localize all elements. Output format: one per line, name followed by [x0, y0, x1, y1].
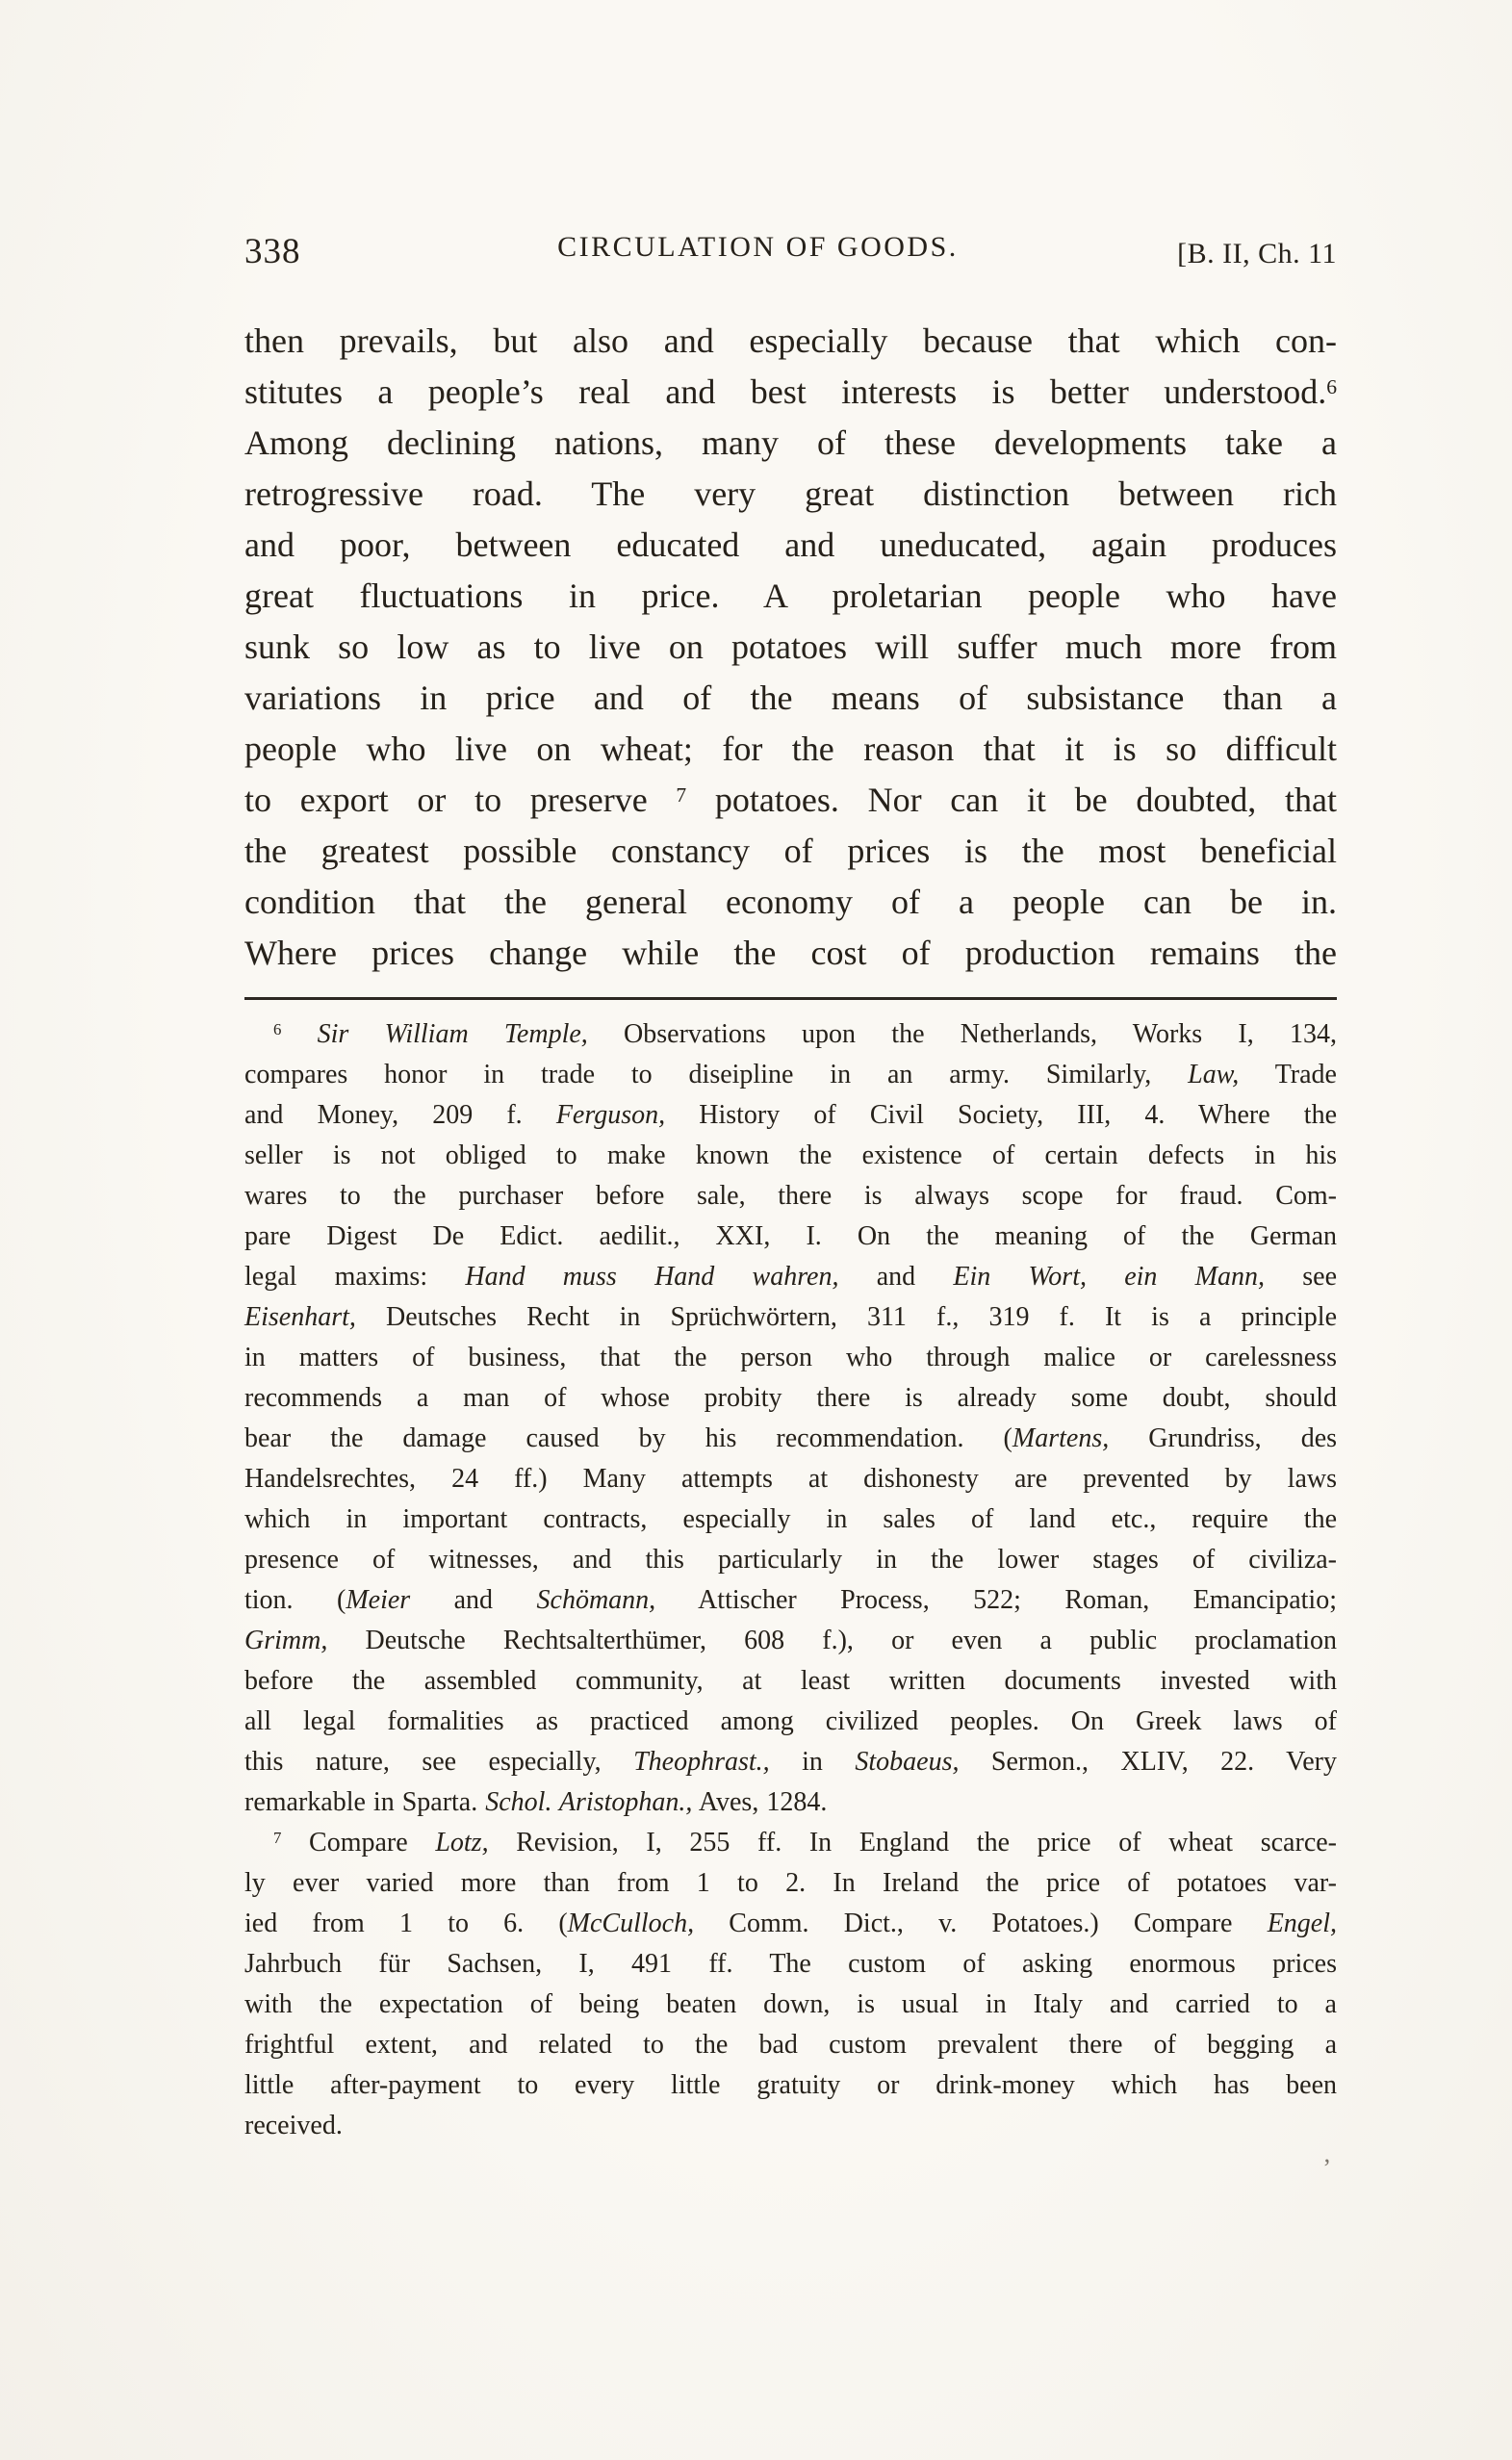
text-line: Grimm, Deutsche Rechtsalterthümer, 608 f.), or even a public proclamation [244, 1626, 1337, 1655]
text-line: presence of witnesses, and this particularly in the lower stages of civiliza- [244, 1545, 1337, 1575]
footnote-separator-rule [244, 997, 1337, 1000]
text-line: $^7$ Compare Lotz, Revision, I, 255 ff. In England the price of wheat scarce- [273, 1828, 1337, 1858]
main-text-block [244, 316, 1337, 979]
text-line: ly ever varied more than from 1 to 2. In Ireland the price of potatoes var- [244, 1868, 1337, 1898]
text-line: before the assembled community, at least written documents invested with [244, 1666, 1337, 1696]
text-line: to export or to preserve $^7$ potatoes. Nor can it be doubted, that [244, 781, 1337, 819]
text-line: condition that the general economy of a people can be in. [244, 883, 1337, 921]
text-line: frightful extent, and related to the bad custom prevalent there of begging a [244, 2030, 1337, 2060]
text-line: received. [244, 2111, 343, 2140]
text-line: tion. (Meier and Schömann, Attischer Process, 522; Roman, Emancipatio; [244, 1585, 1337, 1615]
text-line: then prevails, but also and especially because that which con- [244, 321, 1337, 360]
text-line: pare Digest De Edict. aedilit., XXI, I. On the meaning of the German [244, 1221, 1337, 1251]
text-line: compares honor in trade to diseipline in an army. Similarly, Law, Trade [244, 1060, 1337, 1089]
text-line: this nature, see especially, Theophrast., in Stobaeus, Sermon., XLIV, 22. Very [244, 1747, 1337, 1777]
text-line: remarkable in Sparta. Schol. Aristophan., Aves, 1284. [244, 1787, 828, 1817]
text-line: in matters of business, that the person who through malice or carelessness [244, 1343, 1337, 1372]
text-line: Handelsrechtes, 24 ff.) Many attempts at dishonesty are prevented by laws [244, 1464, 1337, 1494]
text-line: wares to the purchaser before sale, there is always scope for fraud. Com- [244, 1181, 1337, 1211]
page-header [244, 231, 1337, 275]
text-line: seller is not obliged to make known the existence of certain defects in his [244, 1140, 1337, 1170]
text-line: ied from 1 to 6. (McCulloch, Comm. Dict., v. Potatoes.) Compare Engel, [244, 1909, 1337, 1938]
text-line: sunk so low as to live on potatoes will suffer much more from [244, 628, 1337, 666]
text-line: Where prices change while the cost of production remains the [244, 934, 1337, 972]
text-line: Jahrbuch für Sachsen, I, 491 ff. The custom of asking enormous prices [244, 1949, 1337, 1979]
text-line: the greatest possible constancy of prices is the most beneficial [244, 832, 1337, 870]
text-line: all legal formalities as practiced among civilized peoples. On Greek laws of [244, 1706, 1337, 1736]
text-line: people who live on wheat; for the reason that it is so difficult [244, 730, 1337, 768]
chapter-reference: [B. II, Ch. 11 [1177, 238, 1337, 269]
scan-artifact-mark: ’ [1322, 2154, 1331, 2182]
text-line: with the expectation of being beaten down, is usual in Italy and carried to a [244, 1989, 1337, 2019]
text-line: which in important contracts, especially in sales of land etc., require the [244, 1504, 1337, 1534]
footnote-6 [244, 1014, 1337, 1823]
footnote-7 [244, 1823, 1337, 2146]
text-line: Among declining nations, many of these developments take a [244, 423, 1337, 462]
text-line: Eisenhart, Deutsches Recht in Sprüchwörtern, 311 f., 319 f. It is a principle [244, 1302, 1337, 1332]
text-line: stitutes a people’s real and best interests is better understood.$^6$ [244, 372, 1337, 411]
page-number: 338 [244, 232, 301, 271]
text-line: legal maxims: Hand muss Hand wahren, and Ein Wort, ein Mann, see [244, 1262, 1337, 1292]
text-line: variations in price and of the means of subsistance than a [244, 679, 1337, 717]
running-title: CIRCULATION OF GOODS. [557, 231, 959, 263]
text-line: retrogressive road. The very great distinction between rich [244, 474, 1337, 513]
text-line: bear the damage caused by his recommendation. (Martens, Grundriss, des [244, 1423, 1338, 1453]
text-line: little after-payment to every little gratuity or drink-money which has been [244, 2070, 1337, 2100]
text-line: great fluctuations in price. A proletarian people who have [244, 577, 1337, 615]
text-line: $^6$ Sir William Temple, Observations upon the Netherlands, Works I, 134, [273, 1019, 1338, 1049]
text-line: recommends a man of whose probity there is already some doubt, should [244, 1383, 1337, 1413]
text-line: and Money, 209 f. Ferguson, History of Civil Society, III, 4. Where the [244, 1100, 1337, 1130]
text-line: and poor, between educated and uneducated, again produces [244, 525, 1337, 564]
